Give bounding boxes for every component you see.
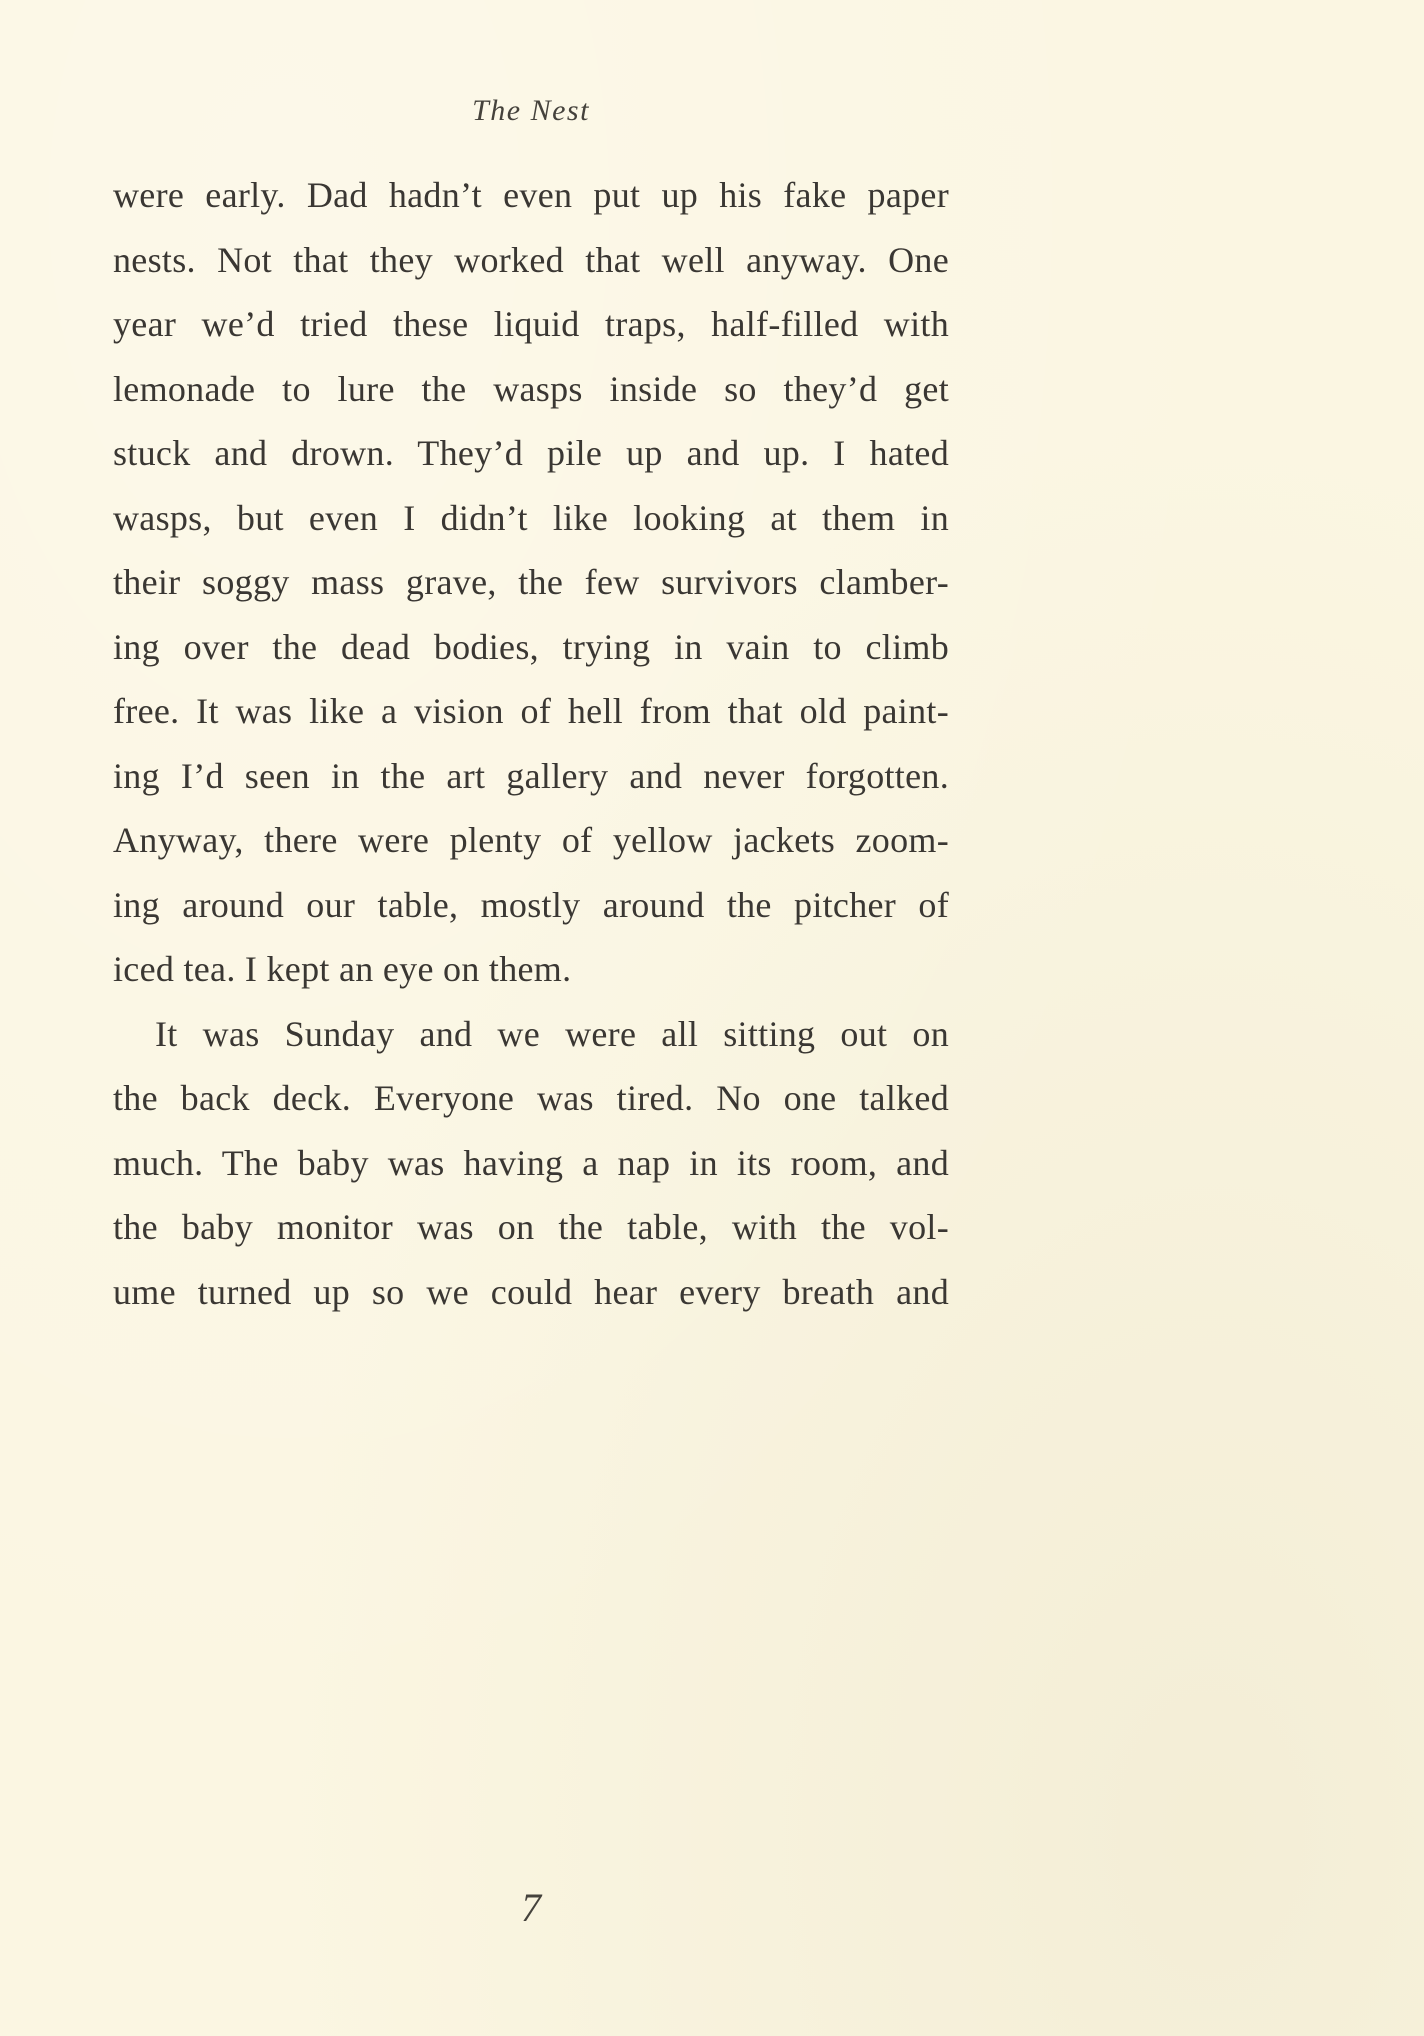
text-line: much. The baby was having a nap in its room, and (113, 1142, 949, 1183)
page-number: 7 (521, 1885, 541, 1930)
text-line: free. It was like a vision of hell from that old paint- (113, 691, 949, 731)
text-line: ing I’d seen in the art gallery and never forgotten. (113, 755, 949, 796)
text-line: the back deck. Everyone was tired. No one talked (113, 1078, 949, 1118)
text-line: were early. Dad hadn’t even put up his fake paper (113, 175, 949, 215)
text-line: iced tea. I kept an eye on them. (113, 949, 572, 989)
text-line: It was Sunday and we were all sitting out on (155, 1013, 949, 1054)
text-line: stuck and drown. They’d pile up and up. I hated (113, 433, 949, 473)
running-head: The Nest (472, 94, 590, 127)
text-line: ing around our table, mostly around the pitcher of (113, 884, 949, 925)
text-line: their soggy mass grave, the few survivors clamber- (113, 562, 949, 602)
text-line: the baby monitor was on the table, with the vol- (113, 1207, 949, 1247)
text-line: wasps, but even I didn’t like looking at them in (113, 497, 949, 538)
text-line: year we’d tried these liquid traps, half-filled with (113, 304, 949, 344)
text-line: nests. Not that they worked that well anyway. One (113, 239, 949, 280)
text-line: Anyway, there were plenty of yellow jackets zoom- (113, 820, 949, 860)
text-line: ume turned up so we could hear every breath and (113, 1271, 949, 1312)
text-line: ing over the dead bodies, trying in vain to climb (113, 626, 949, 667)
text-line: lemonade to lure the wasps inside so they’d get (113, 368, 949, 409)
body-text (113, 163, 949, 1324)
